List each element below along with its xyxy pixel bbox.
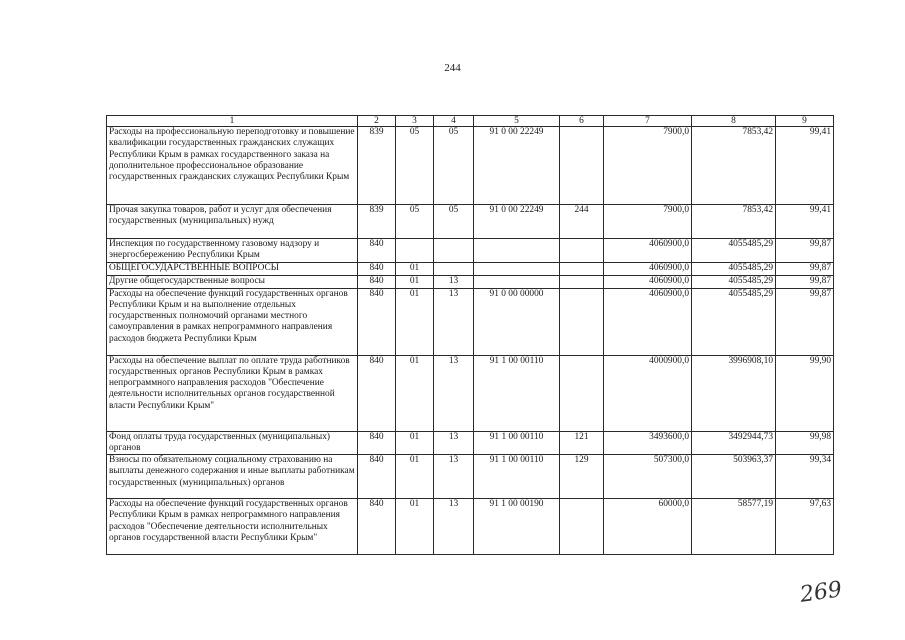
table-row <box>107 431 834 455</box>
table-cell <box>434 262 474 275</box>
table-cell: 99,87 <box>776 288 834 355</box>
table-cell: 840 <box>358 275 396 288</box>
table-cell: 13 <box>434 288 474 355</box>
header-cell: 3 <box>396 116 434 127</box>
table-cell: 3493600,0 <box>604 431 692 455</box>
table-cell: 91 1 00 00110 <box>474 355 560 431</box>
table-cell: 244 <box>560 205 604 239</box>
table-cell: 840 <box>358 455 396 499</box>
table-cell: 4000900,0 <box>604 355 692 431</box>
table-cell: 99,98 <box>776 431 834 455</box>
table-cell: 4055485,29 <box>692 288 776 355</box>
table-cell: 840 <box>358 262 396 275</box>
table-cell <box>474 275 560 288</box>
table-row <box>107 355 834 431</box>
table-row <box>107 275 834 288</box>
table-cell: 3492944,73 <box>692 431 776 455</box>
table-cell <box>474 239 560 263</box>
table-cell: 60000,0 <box>604 499 692 555</box>
table-cell <box>560 275 604 288</box>
table-cell: 4060900,0 <box>604 239 692 263</box>
table-body <box>107 127 834 555</box>
table-cell: 97,63 <box>776 499 834 555</box>
table-cell: 91 1 00 00190 <box>474 499 560 555</box>
budget-table <box>106 115 834 555</box>
table-cell: 99,87 <box>776 275 834 288</box>
header-cell: 1 <box>107 116 358 127</box>
table-cell: 7900,0 <box>604 127 692 205</box>
header-cell: 5 <box>474 116 560 127</box>
table-cell: 99,90 <box>776 355 834 431</box>
table-cell: 840 <box>358 355 396 431</box>
table-row <box>107 262 834 275</box>
table-cell: 4060900,0 <box>604 275 692 288</box>
table-cell: 4060900,0 <box>604 288 692 355</box>
table-row <box>107 288 834 355</box>
table-row <box>107 455 834 499</box>
table-cell: Прочая закупка товаров, работ и услуг для обеспечения государственных (муниципальных) нужд <box>107 205 358 239</box>
table-cell: 91 0 00 22249 <box>474 205 560 239</box>
table-cell: 01 <box>396 288 434 355</box>
header-cell: 9 <box>776 116 834 127</box>
header-cell: 6 <box>560 116 604 127</box>
table-cell: 4060900,0 <box>604 262 692 275</box>
table-cell: 13 <box>434 455 474 499</box>
table-cell: 91 1 00 00110 <box>474 431 560 455</box>
table-cell: 507300,0 <box>604 455 692 499</box>
table-cell <box>396 239 434 263</box>
table-row <box>107 239 834 263</box>
table-cell: ОБЩЕГОСУДАРСТВЕННЫЕ ВОПРОСЫ <box>107 262 358 275</box>
table-cell: 01 <box>396 455 434 499</box>
table-cell: Расходы на обеспечение функций государственных органов Республики Крым в рамках непрограммного направления расходов "Обеспечение деятельности исполнительных органов государственной власти Республики Крым" <box>107 499 358 555</box>
table-cell: 01 <box>396 499 434 555</box>
table-cell <box>560 288 604 355</box>
table-cell: 7900,0 <box>604 205 692 239</box>
table-cell: Инспекция по государственному газовому надзору и энергосбережению Республики Крым <box>107 239 358 263</box>
table-cell: 01 <box>396 275 434 288</box>
table-cell <box>560 499 604 555</box>
table-cell: 839 <box>358 205 396 239</box>
table-cell <box>560 239 604 263</box>
header-cell: 7 <box>604 116 692 127</box>
table-cell: Взносы по обязательному социальному страхованию на выплаты денежного содержания и иные выплаты работникам государственных (муниципальных) органов <box>107 455 358 499</box>
header-cell: 8 <box>692 116 776 127</box>
page-number: 244 <box>444 62 461 74</box>
table-cell <box>434 239 474 263</box>
table-cell: 99,87 <box>776 239 834 263</box>
table-cell: 840 <box>358 499 396 555</box>
table-cell: 840 <box>358 288 396 355</box>
table-cell: 7853,42 <box>692 127 776 205</box>
table-cell: Расходы на профессиональную переподготовку и повышение квалификации государственных гражданских служащих Республики Крым в рамках государственного заказа на дополнительное профессиональное образование государственных гражданских служащих Республики Крым <box>107 127 358 205</box>
table-cell: Расходы на обеспечение функций государственных органов Республики Крым и на выполнение отдельных государственных полномочий органами местного самоуправления в рамках непрограммного направления расходов бюджета Республики Крым <box>107 288 358 355</box>
table-cell: 05 <box>396 127 434 205</box>
header-cell: 4 <box>434 116 474 127</box>
table-cell: 840 <box>358 431 396 455</box>
table-cell <box>560 355 604 431</box>
table-cell: 99,41 <box>776 205 834 239</box>
table-cell: 05 <box>396 205 434 239</box>
table-cell: 7853,42 <box>692 205 776 239</box>
table-cell: 99,41 <box>776 127 834 205</box>
table-cell: 01 <box>396 355 434 431</box>
table-cell: 13 <box>434 275 474 288</box>
table-cell: 3996908,10 <box>692 355 776 431</box>
table-cell: 01 <box>396 431 434 455</box>
table-cell <box>474 262 560 275</box>
table-cell: 13 <box>434 355 474 431</box>
table-cell: Другие общегосударственные вопросы <box>107 275 358 288</box>
table-cell: 01 <box>396 262 434 275</box>
table-row <box>107 127 834 205</box>
table-cell: 4055485,29 <box>692 239 776 263</box>
table-cell: 839 <box>358 127 396 205</box>
table-cell: 05 <box>434 127 474 205</box>
table-cell: 503963,37 <box>692 455 776 499</box>
table-cell: 840 <box>358 239 396 263</box>
handwritten-folio-number: 269 <box>798 577 844 608</box>
table-cell: 13 <box>434 499 474 555</box>
table-cell: 4055485,29 <box>692 275 776 288</box>
table-cell: 91 0 00 22249 <box>474 127 560 205</box>
table-cell: 129 <box>560 455 604 499</box>
table-cell: 4055485,29 <box>692 262 776 275</box>
table-cell: 91 1 00 00110 <box>474 455 560 499</box>
header-row <box>107 116 834 127</box>
table-cell: 99,87 <box>776 262 834 275</box>
table-cell: 58577,19 <box>692 499 776 555</box>
table-row <box>107 499 834 555</box>
table-cell: 99,34 <box>776 455 834 499</box>
table-cell: Расходы на обеспечение выплат по оплате труда работников государственных органов Республики Крым в рамках непрограммного направления расходов "Обеспечение деятельности исполнительных органов государственной власти Республики Крым" <box>107 355 358 431</box>
table-cell <box>560 127 604 205</box>
table-row <box>107 205 834 239</box>
table-cell: 05 <box>434 205 474 239</box>
table-cell: 13 <box>434 431 474 455</box>
table-cell: 91 0 00 00000 <box>474 288 560 355</box>
header-cell: 2 <box>358 116 396 127</box>
table-cell: 121 <box>560 431 604 455</box>
table-cell <box>560 262 604 275</box>
table-cell: Фонд оплаты труда государственных (муниципальных) органов <box>107 431 358 455</box>
